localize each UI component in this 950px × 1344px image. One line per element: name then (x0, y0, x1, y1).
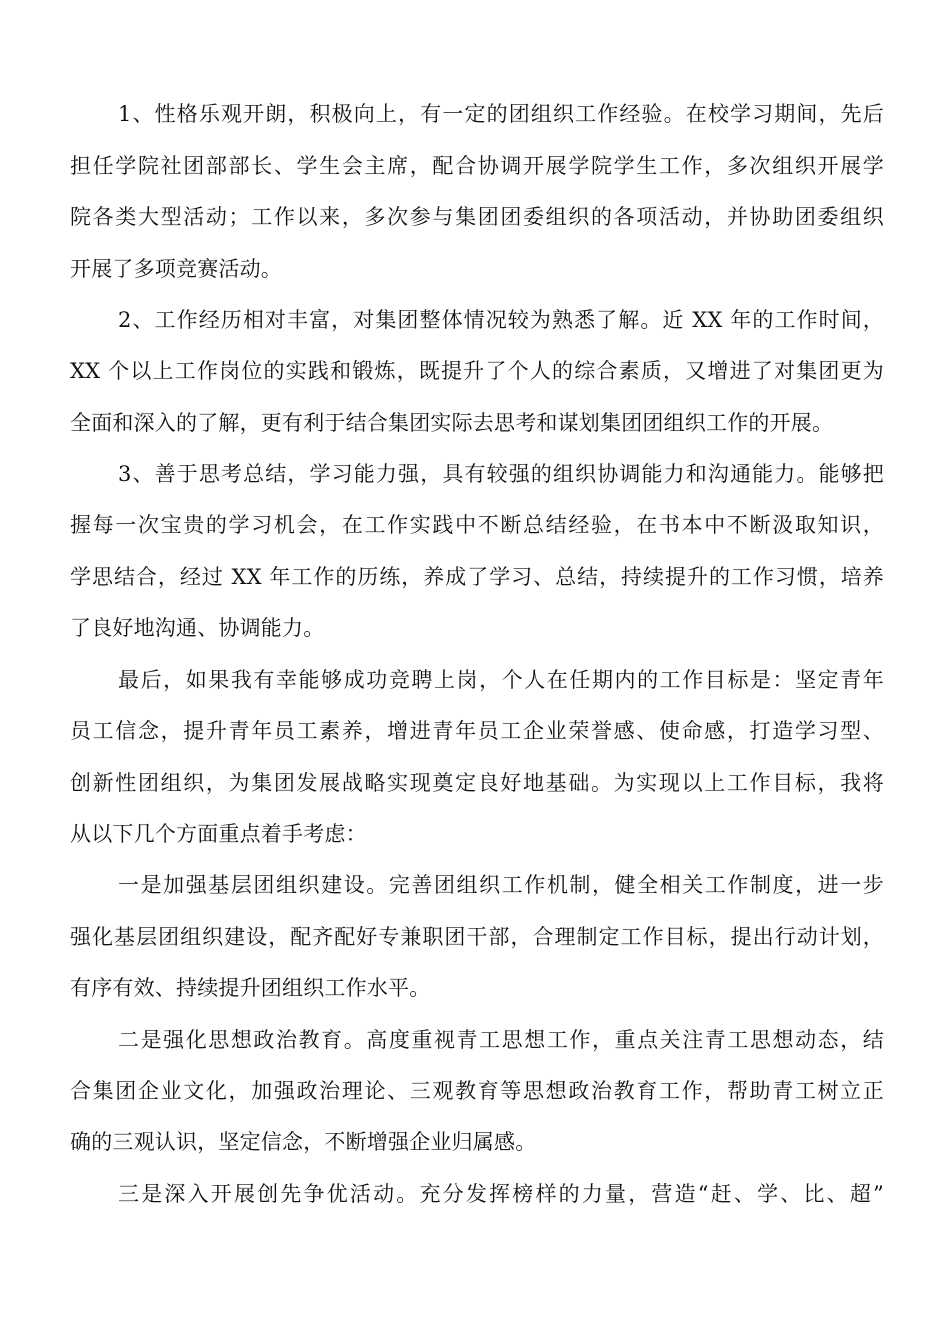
p4-line-4: 从以下几个方面重点着手考虑： (70, 822, 367, 846)
p6-line-2: 合集团企业文化，加强政治理论、三观教育等思想政治教育工作，帮助青工树立正 (70, 1079, 884, 1103)
p4-line-1: 最后，如果我有幸能够成功竞聘上岗，个人在任期内的工作目标是：坚定青年 (118, 668, 884, 692)
p1-line-1: 1、性格乐观开朗，积极向上，有一定的团组织工作经验。在校学习期间，先后 (118, 102, 884, 126)
p1-line-3: 院各类大型活动；工作以来，多次参与集团团委组织的各项活动，并协助团委组织 (70, 205, 884, 229)
p4-line-3: 创新性团组织，为集团发展战略实现奠定良好地基础。为实现以上工作目标，我将 (70, 771, 884, 795)
p4-line-2: 员工信念，提升青年员工素养，增进青年员工企业荣誉感、使命感，打造学习型、 (70, 719, 884, 743)
p5-line-2: 强化基层团组织建设，配齐配好专兼职团干部，合理制定工作目标，提出行动计划， (70, 925, 884, 949)
p2-line-3: 全面和深入的了解，更有利于结合集团实际去思考和谋划集团团组织工作的开展。 (70, 411, 834, 435)
p1-line-4: 开展了多项竞赛活动。 (70, 257, 282, 281)
p7-line-1: 三是深入开展创先争优活动。充分发挥榜样的力量，营造“赶、学、比、超” (118, 1182, 884, 1206)
p3-line-4: 了良好地沟通、协调能力。 (70, 616, 325, 640)
p3-line-2: 握每一次宝贵的学习机会，在工作实践中不断总结经验，在书本中不断汲取知识， (70, 513, 884, 537)
p6-line-3: 确的三观认识，坚定信念，不断增强企业归属感。 (70, 1130, 537, 1154)
p2-line-2: XX 个以上工作岗位的实践和锻炼，既提升了个人的综合素质，又增进了对集团更为 (70, 359, 884, 383)
p5-line-3: 有序有效、持续提升团组织工作水平。 (70, 976, 431, 1000)
p6-line-1: 二是强化思想政治教育。高度重视青工思想工作，重点关注青工思想动态，结 (118, 1028, 884, 1052)
p1-line-2: 担任学院社团部部长、学生会主席，配合协调开展学院学生工作，多次组织开展学 (70, 154, 884, 178)
p3-line-1: 3、善于思考总结，学习能力强，具有较强的组织协调能力和沟通能力。能够把 (118, 462, 884, 486)
p2-line-1: 2、工作经历相对丰富，对集团整体情况较为熟悉了解。近 XX 年的工作时间， (118, 308, 884, 332)
p5-line-1: 一是加强基层团组织建设。完善团组织工作机制，健全相关工作制度，进一步 (118, 873, 884, 897)
p3-line-3: 学思结合，经过 XX 年工作的历练，养成了学习、总结，持续提升的工作习惯，培养 (70, 565, 884, 589)
